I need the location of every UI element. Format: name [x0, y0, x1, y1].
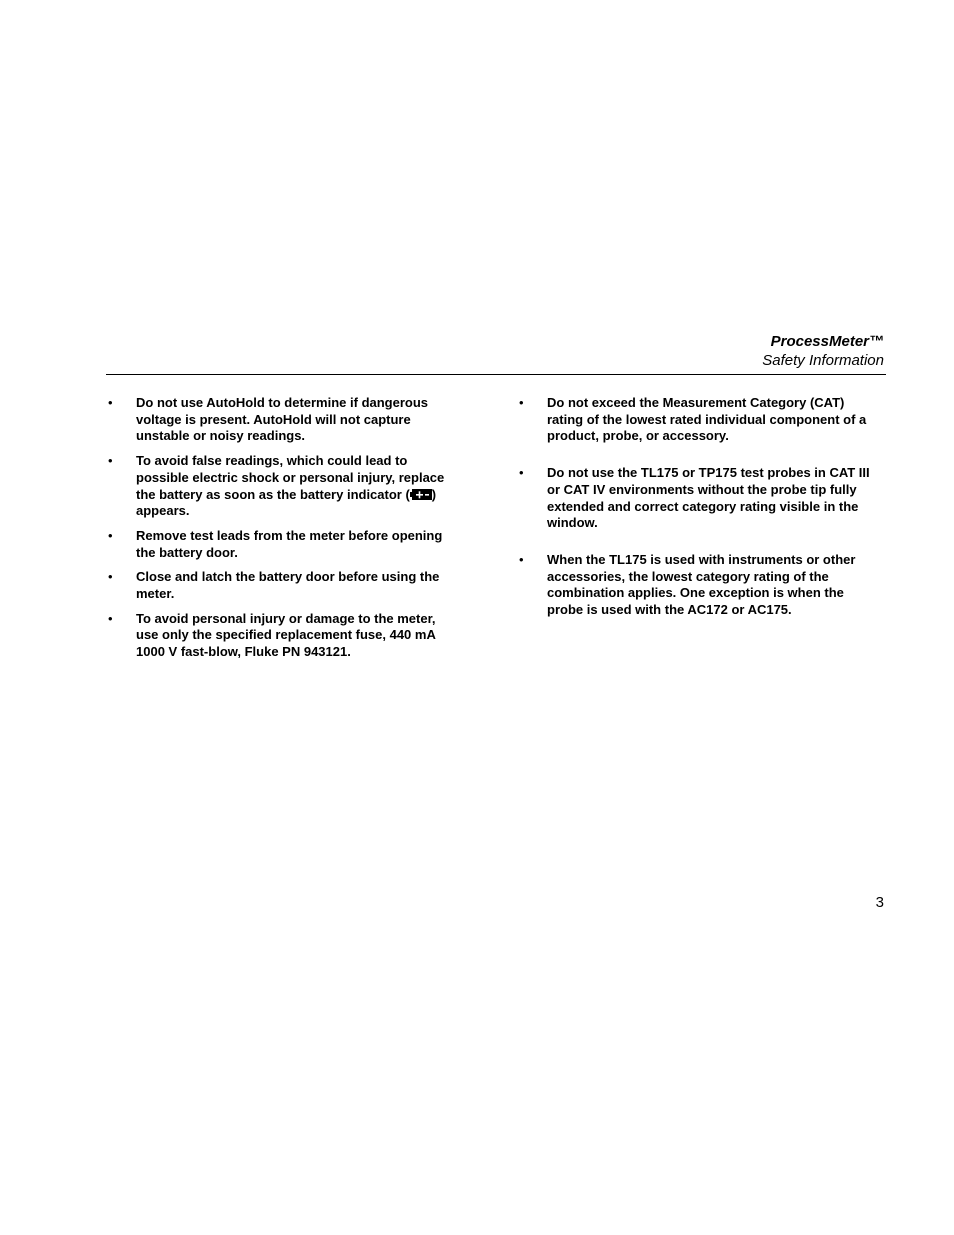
- list-item: [106, 395, 456, 445]
- list-item-text: Remove test leads from the meter before opening the battery door.: [136, 527, 443, 560]
- list-item-text: When the TL175 is used with instruments or other accessories, the lowest category rating of the combination applies. One exception is when the probe is used with the AC172 or AC175.: [547, 551, 856, 618]
- bullet-glyph: •: [108, 610, 113, 626]
- running-header: [762, 332, 884, 370]
- list-item: [517, 395, 877, 445]
- section-title: Safety Information: [762, 352, 884, 369]
- list-item: [106, 611, 456, 661]
- bullet-glyph: •: [108, 453, 113, 469]
- list-item-text: To avoid personal injury or damage to the meter, use only the specified replacement fuse, 440 mA 1000 V fast-blow, Fluke PN 943121.: [136, 610, 436, 660]
- list-item: [106, 528, 456, 561]
- list-item: [106, 569, 456, 602]
- bullet-glyph: •: [108, 527, 113, 543]
- page-number: 3: [875, 894, 884, 911]
- bullet-glyph: •: [108, 395, 113, 410]
- list-item-text: Do not use the TL175 or TP175 test probes in CAT III or CAT IV environments without the probe tip fully extended and correct category rating visible in the window.: [547, 465, 870, 531]
- list-item: [517, 552, 877, 619]
- list-item-text: Close and latch the battery door before using the meter.: [136, 569, 440, 602]
- list-item: [517, 465, 877, 532]
- list-item-text-tail: ) appears.: [136, 486, 437, 519]
- left-column-list: [106, 395, 456, 669]
- battery-low-icon: [410, 489, 432, 500]
- list-item: [106, 453, 456, 520]
- header-rule: [106, 374, 886, 375]
- bullet-glyph: •: [519, 465, 524, 481]
- list-item-text: To avoid false readings, which could lead to possible electric shock or personal injury, replace the battery as soon as the battery indicator (: [136, 453, 445, 502]
- right-column-list: [517, 395, 877, 639]
- product-title: ProcessMeter™: [770, 333, 884, 350]
- list-item-text: Do not exceed the Measurement Category (CAT) rating of the lowest rated individual component of a product, probe, or accessory.: [547, 395, 867, 444]
- bullet-glyph: •: [519, 395, 524, 410]
- bullet-glyph: •: [108, 569, 113, 585]
- bullet-glyph: •: [519, 551, 524, 567]
- list-item-text: Do not use AutoHold to determine if dangerous voltage is present. AutoHold will not capture unstable or noisy readings.: [136, 395, 429, 444]
